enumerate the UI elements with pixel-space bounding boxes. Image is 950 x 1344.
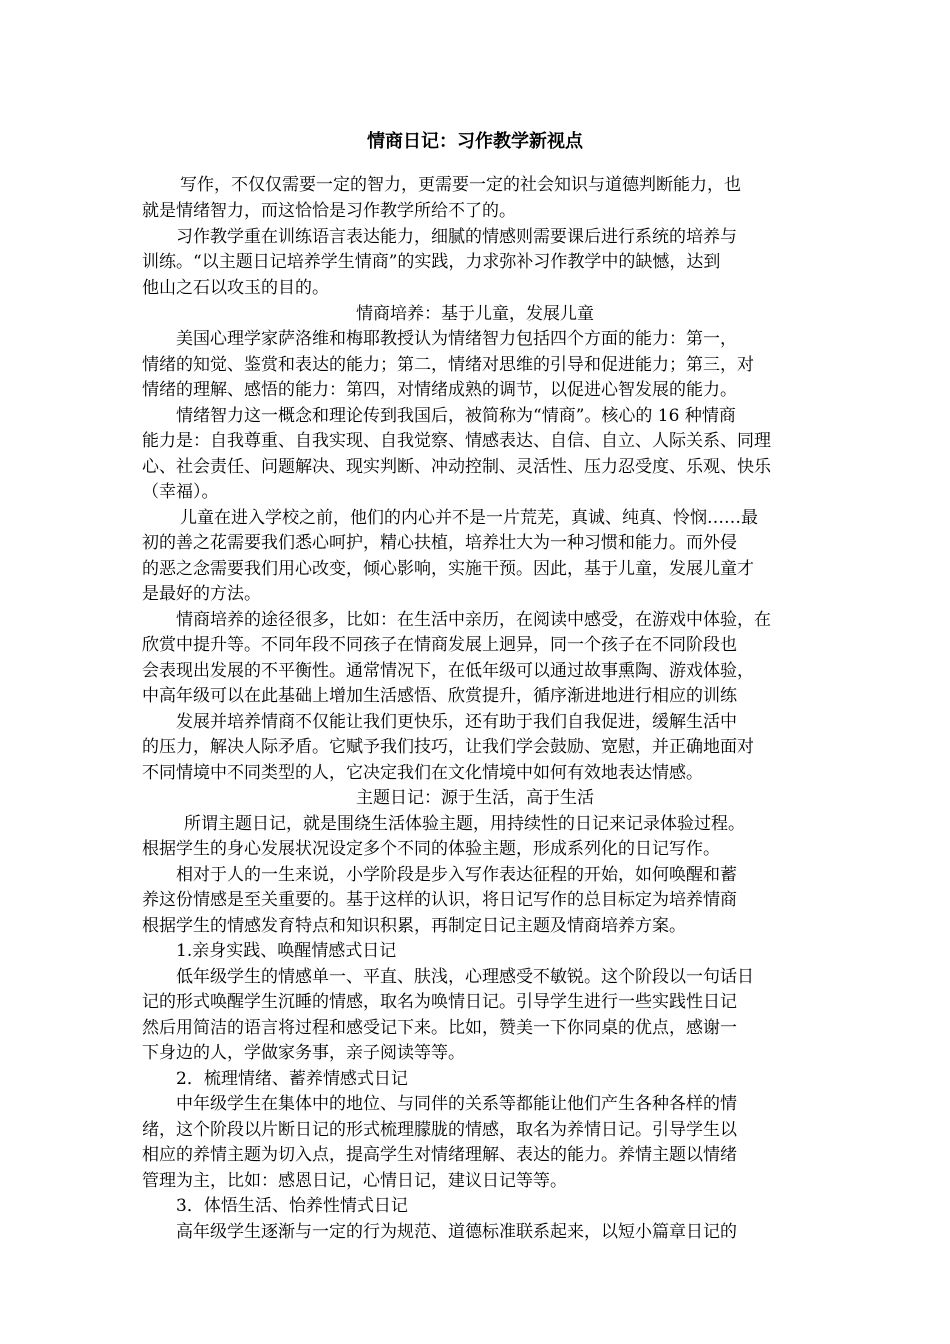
text-line: 情绪智力这一概念和理论传到我国后，被简称为“情商”。核心的 16 种情商 xyxy=(176,406,736,426)
text-line: 根据学生的身心发展状况设定多个不同的体验主题，形成系列化的日记写作。 xyxy=(142,839,720,859)
text-line: 然后用简洁的语言将过程和感受记下来。比如，赞美一下你同桌的优点，感谢一 xyxy=(142,1018,737,1038)
text-line: 中高年级可以在此基础上增加生活感悟、欣赏提升，循序渐进地进行相应的训练 xyxy=(142,686,737,706)
text-line: 美国心理学家萨洛维和梅耶教授认为情绪智力包括四个方面的能力：第一， xyxy=(176,329,737,349)
text-line: 他山之石以攻玉的目的。 xyxy=(142,278,329,298)
text-line: 根据学生的情感发育特点和知识积累，再制定日记主题及情商培养方案。 xyxy=(142,916,686,936)
text-line: 习作教学重在训练语言表达能力，细腻的情感则需要课后进行系统的培养与 xyxy=(176,227,737,247)
text-line: 不同情境中不同类型的人，它决定我们在文化情境中如何有效地表达情感。 xyxy=(142,763,703,783)
text-line: 发展并培养情商不仅能让我们更快乐，还有助于我们自我促进，缓解生活中 xyxy=(176,712,737,732)
text-line: 中年级学生在集体中的地位、与同伴的关系等都能让他们产生各种各样的情 xyxy=(176,1094,737,1114)
section-heading: 情商培养：基于儿童，发展儿童 xyxy=(356,304,594,324)
text-line: 就是情绪智力，而这恰恰是习作教学所给不了的。 xyxy=(142,201,516,221)
text-line: 是最好的方法。 xyxy=(142,584,261,604)
text-line: 训练。“以主题日记培养学生情商”的实践，力求弥补习作教学中的缺憾，达到 xyxy=(142,252,721,272)
text-line: 相应的养情主题为切入点，提高学生对情绪理解、表达的能力。养情主题以情绪 xyxy=(142,1145,737,1165)
text-line: 会表现出发展的不平衡性。通常情况下，在低年级可以通过故事熏陶、游戏体验， xyxy=(142,661,754,681)
text-line: 管理为主，比如：感恩日记，心情日记，建议日记等等。 xyxy=(142,1171,567,1191)
text-line: 绪，这个阶段以片断日记的形式梳理朦胧的情感，取名为养情日记。引导学生以 xyxy=(142,1120,737,1140)
text-line: 欣赏中提升等。不同年段不同孩子在情商发展上迥异，同一个孩子在不同阶段也 xyxy=(142,635,737,655)
text-line: 的恶之念需要我们用心改变，倾心影响，实施干预。因此，基于儿童，发展儿童才 xyxy=(142,559,754,579)
text-line: 心、社会责任、问题解决、现实判断、冲动控制、灵活性、压力忍受度、乐观、快乐 xyxy=(142,457,771,477)
subheading: 2．梳理情绪、蓄养情感式日记 xyxy=(176,1069,408,1089)
text-line: 能力是：自我尊重、自我实现、自我觉察、情感表达、自信、自立、人际关系、同理 xyxy=(142,431,771,451)
text-line: 高年级学生逐渐与一定的行为规范、道德标准联系起来，以短小篇章日记的 xyxy=(176,1222,737,1242)
text-line: 下身边的人，学做家务事，亲子阅读等等。 xyxy=(142,1043,465,1063)
text-line: （幸福）。 xyxy=(142,482,219,502)
text-line: 所谓主题日记，就是围绕生活体验主题，用持续性的日记来记录体验过程。 xyxy=(184,814,745,834)
text-line: 写作，不仅仅需要一定的智力，更需要一定的社会知识与道德判断能力，也 xyxy=(180,175,741,195)
text-line: 养这份情感是至关重要的。基于这样的认识，将日记写作的总目标定为培养情商 xyxy=(142,890,737,910)
text-line: 情绪的理解、感悟的能力：第四，对情绪成熟的调节，以促进心智发展的能力。 xyxy=(142,380,737,400)
text-line: 情绪的知觉、鉴赏和表达的能力；第二，情绪对思维的引导和促进能力；第三，对 xyxy=(142,355,754,375)
subheading: 1.亲身实践、唤醒情感式日记 xyxy=(176,941,397,961)
text-line: 儿童在进入学校之前，他们的内心并不是一片荒芜，真诚、纯真、怜悯……最 xyxy=(180,508,758,528)
text-line: 相对于人的一生来说，小学阶段是步入写作表达征程的开始，如何唤醒和蓄 xyxy=(176,865,737,885)
text-line: 初的善之花需要我们悉心呵护，精心扶植，培养壮大为一种习惯和能力。而外侵 xyxy=(142,533,737,553)
section-heading: 主题日记：源于生活，高于生活 xyxy=(356,788,594,808)
subheading: 3．体悟生活、怡养性情式日记 xyxy=(176,1196,408,1216)
text-line: 的压力，解决人际矛盾。它赋予我们技巧，让我们学会鼓励、宽慰，并正确地面对 xyxy=(142,737,754,757)
text-line: 情商培养的途径很多，比如：在生活中亲历，在阅读中感受，在游戏中体验，在 xyxy=(176,610,771,630)
text-line: 低年级学生的情感单一、平直、肤浅，心理感受不敏锐。这个阶段以一句话日 xyxy=(176,967,754,987)
document-title: 情商日记：习作教学新视点 xyxy=(367,131,583,152)
text-line: 记的形式唤醒学生沉睡的情感，取名为唤情日记。引导学生进行一些实践性日记 xyxy=(142,992,737,1012)
